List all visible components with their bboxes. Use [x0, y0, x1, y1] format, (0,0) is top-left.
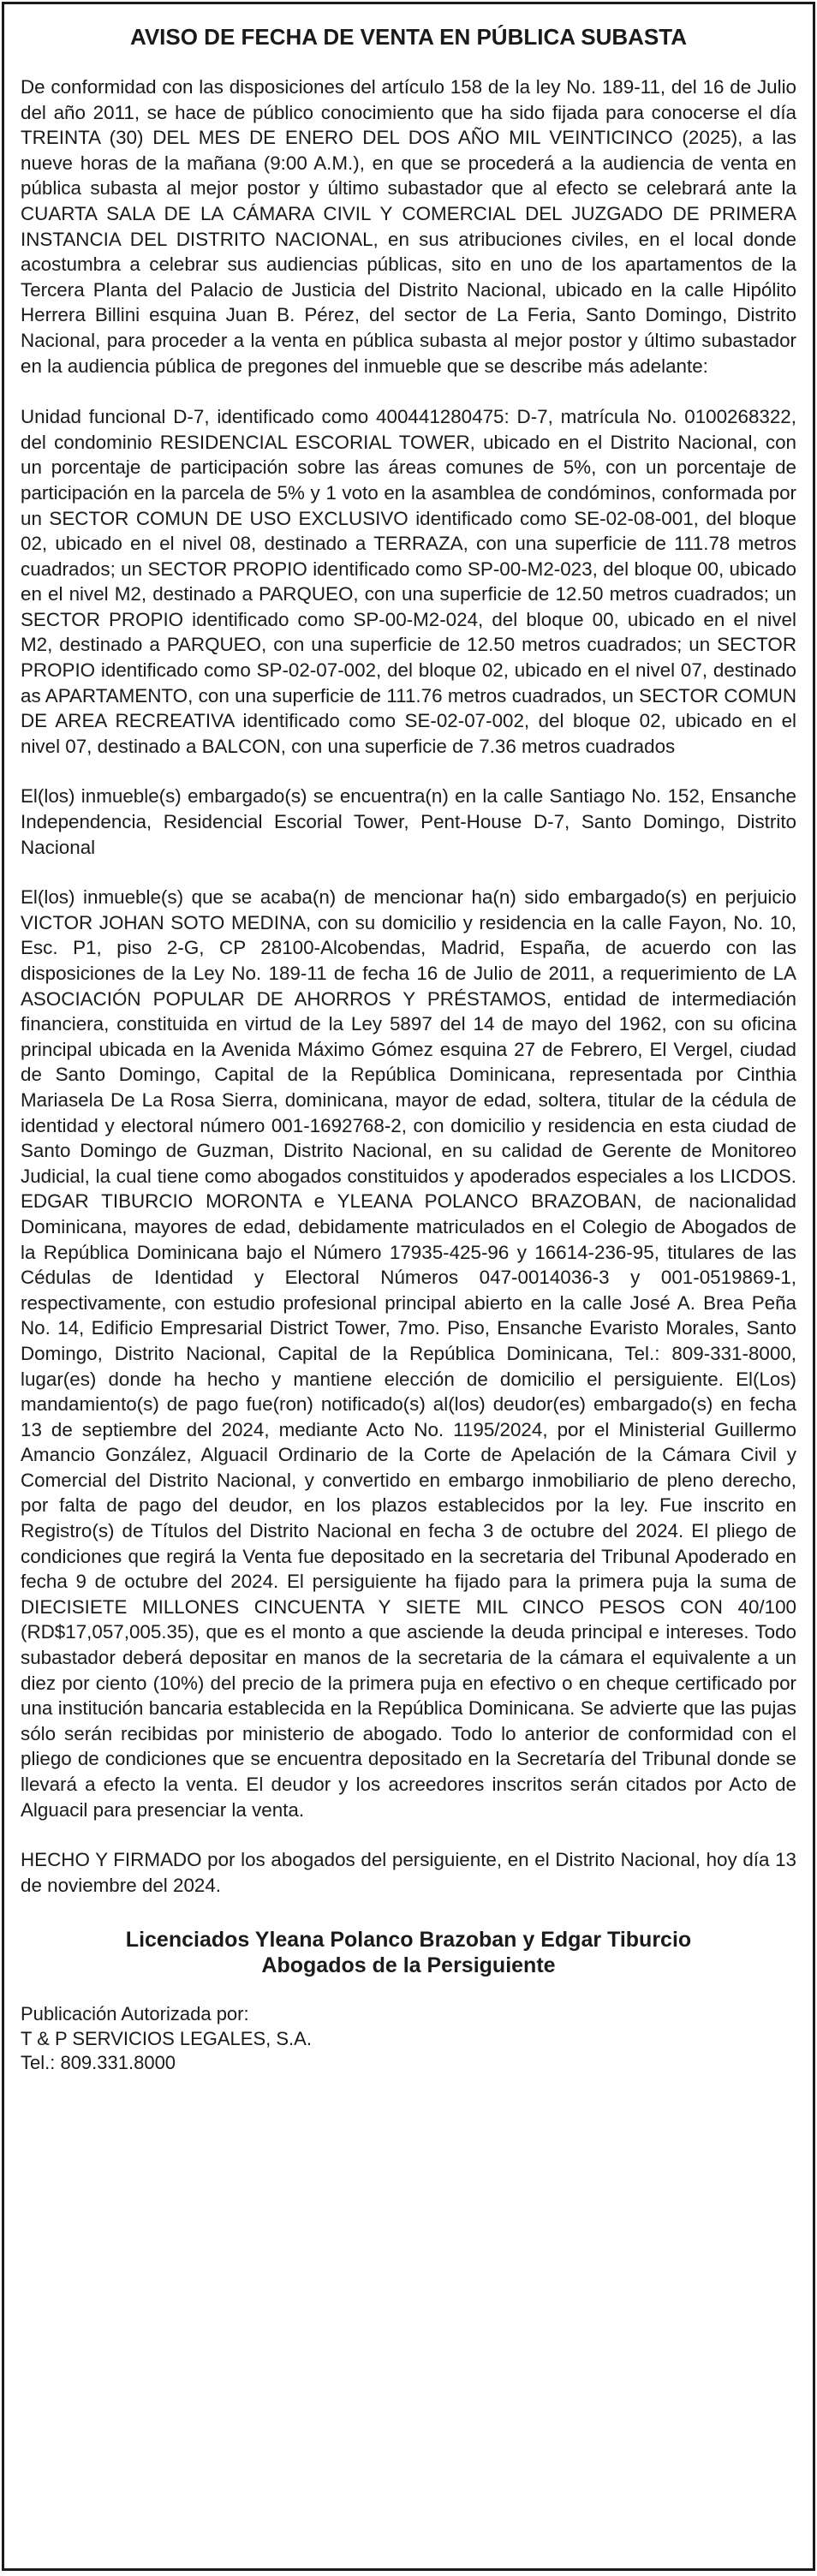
- paragraph-signed: HECHO Y FIRMADO por los abogados del persiguiente, en el Distrito Nacional, hoy día 13 de noviembre del 2024.: [21, 1849, 796, 1896]
- paragraph-property-description: Unidad funcional D-7, identificado como 400441280475: D-7, matrícula No. 0100268322, del condominio RESIDENCIAL ESCORIAL TOWER, ubicado en el Distrito Nacional, con un porcentaje de participación sobre las áreas comunes de 5%, con un porcentaje de participación en la parcela de 5% y 1 voto en la asamblea de condóminos, conformada por un SECTOR COMUN DE USO EXCLUSIVO identificado como SE-02-08-001, del bloque 02, ubicado en el nivel 08, destinado a TERRAZA, con una superficie de 111.78 metros cuadrados; un SECTOR PROPIO identificado como SP-00-M2-023, del bloque 00, ubicado en el nivel M2, destinado a PARQUEO, con una superficie de 12.50 metros cuadrados; un SECTOR PROPIO identificado como SP-00-M2-024, del bloque 00, ubicado en el nivel M2, destinado a PARQUEO, con una superficie de 12.50 metros cuadrados; un SECTOR PROPIO identificado como SP-02-07-002, del bloque 02, ubicado en el nivel 07, destinado as APARTAMENTO, con una superficie de 111.76 metros cuadrados, un SECTOR COMUN DE AREA RECREATIVA identificado como SE-02-07-002, del bloque 02, ubicado en el nivel 07, destinado a BALCON, con una superficie de 7.36 metros cuadrados: [21, 406, 796, 757]
- legal-notice: [2, 2, 815, 2571]
- notice-title: AVISO DE FECHA DE VENTA EN PÚBLICA SUBASTA: [129, 24, 688, 50]
- paragraph-seizure-details: El(los) inmueble(s) que se acaba(n) de mencionar ha(n) sido embargado(s) en perjuicio VICTOR JOHAN SOTO MEDINA, con su domicilio y residencia en la calle Fayon, No. 10, Esc. P1, piso 2-G, CP 28100-Alcobendas, Madrid, España, de acuerdo con las disposiciones de la Ley No. 189-11 de fecha 16 de Julio de 2011, a requerimiento de LA ASOCIACIÓN POPULAR DE AHORROS Y PRÉSTAMOS, entidad de intermediación financiera, constituida en virtud de la Ley 5897 del 14 de mayo del 1962, con su oficina principal ubicada en la Avenida Máximo Gómez esquina 27 de Febrero, El Vergel, ciudad de Santo Domingo, Capital de la República Dominicana, representada por Cinthia Mariasela De La Rosa Sierra, dominicana, mayor de edad, soltera, titular de la cédula de identidad y electoral número 001-1692768-2, con domicilio y residencia en esta ciudad de Santo Domingo de Guzman, Distrito Nacional, en su calidad de Gerente de Monitoreo Judicial, la cual tiene como abogados constituidos y apoderados especiales a los LICDOS. EDGAR TIBURCIO MORONTA e YLEANA POLANCO BRAZOBAN, de nacionalidad Dominicana, mayores de edad, debidamente matriculados en el Colegio de Abogados de la República Dominicana bajo el Número 17935-425-96 y 16614-236-95, titulares de las Cédulas de Identidad y Electoral Números 047-0014036-3 y 001-0519869-1, respectivamente, con estudio profesional principal abierto en la calle José A. Brea Peña No. 14, Edificio Empresarial District Tower, 7mo. Piso, Ensanche Evaristo Morales, Santo Domingo, Distrito Nacional, Capital de la República Dominicana, Tel.: 809-331-8000, lugar(es) donde ha hecho y mantiene elección de domicilio el persiguiente. El(Los) mandamiento(s) de pago fue(ron) notificado(s) al(los) deudor(es) embargado(s) en fecha 13 de septiembre del 2024, mediante Acto No. 1195/2024, por el Ministerial Guillermo Amancio González, Alguacil Ordinario de la Corte de Apelación de la Cámara Civil y Comercial del Distrito Nacional, y convertido en embargo inmobiliario de pleno derecho, por falta de pago del deudor, en los plazos establecidos por la ley. Fue inscrito en Registro(s) de Títulos del Distrito Nacional en fecha 3 de octubre del 2024. El pliego de condiciones que regirá la Venta fue depositado en la secretaria del Tribunal Apoderado en fecha 9 de octubre del 2024. El persiguiente ha fijado para la primera puja la suma de DIECISIETE MILLONES CINCUENTA Y SIETE MIL CINCO PESOS CON 40/100 (RD$17,057,005.35), que es el monto a que asciende la deuda principal e intereses. Todo subastador deberá depositar en manos de la secretaria de la cámara el equivalente a un diez por ciento (10%) del precio de la primera puja en efectivo o en cheque certificado por una institución bancaria establecida en la República Dominicana. Se advierte que las pujas sólo serán recibidas por ministerio de abogado. Todo lo anterior de conformidad con el pliego de condiciones que se encuentra depositado en la Secretaría del Tribunal donde se llevará a efecto la venta. El deudor y los acreedores inscritos serán citados por Acto de Alguacil para presenciar la venta.: [21, 886, 796, 1821]
- paragraph-property-location: El(los) inmueble(s) embargado(s) se encuentra(n) en la calle Santiago No. 152, Ensanche Independencia, Residencial Escorial Tower, Pent-House D-7, Santo Domingo, Distrito Nacional: [21, 785, 796, 858]
- signature-block: [21, 1927, 796, 1978]
- signature-lawyers: Licenciados Yleana Polanco Brazoban y Edgar Tiburcio: [125, 1928, 692, 1953]
- footer-phone: Tel.: 809.331.8000: [21, 2052, 176, 2074]
- paragraph-sale-date: De conformidad con las disposiciones del artículo 158 de la ley No. 189-11, del 16 de Julio del año 2011, se hace de público conocimiento que ha sido fijada para conocerse el día TREINTA (30) DEL MES DE ENERO DEL DOS AÑO MIL VEINTICINCO (2025), a las nueve horas de la mañana (9:00 A.M.), en que se procederá a la audiencia de venta en pública subasta al mejor postor y último subastador que al efecto se celebrará ante la CUARTA SALA DE LA CÁMARA CIVIL Y COMERCIAL DEL JUZGADO DE PRIMERA INSTANCIA DEL DISTRITO NACIONAL, en sus atribuciones civiles, en el local donde acostumbra a celebrar sus audiencias públicas, sito en uno de los apartamentos de la Tercera Planta del Palacio de Justicia del Distrito Nacional, ubicado en la calle Hipólito Herrera Billini esquina Juan B. Pérez, del sector de La Feria, Santo Domingo, Distrito Nacional, para proceder a la venta en pública subasta al mejor postor y último subastador en la audiencia pública de pregones del inmueble que se describe más adelante:: [21, 76, 796, 377]
- footer-label: Publicación Autorizada por:: [21, 2003, 249, 2025]
- publication-footer: [21, 2002, 796, 2076]
- signature-role: Abogados de la Persiguiente: [261, 1953, 556, 1978]
- footer-company: T & P SERVICIOS LEGALES, S.A.: [21, 2027, 312, 2049]
